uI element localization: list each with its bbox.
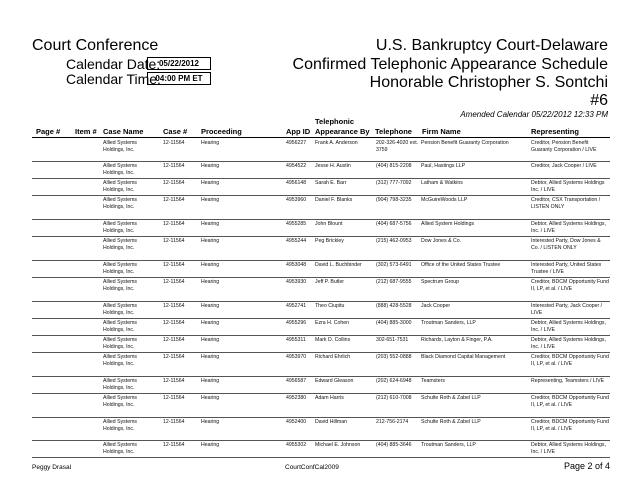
cell-firm-name: Teamsters — [421, 378, 445, 384]
cell-proceeding: Hearing — [201, 395, 220, 401]
cell-telephone: (212) 610-7008 — [376, 395, 412, 401]
col-telephonic: Telephonic — [315, 117, 355, 126]
row-divider — [32, 301, 610, 302]
cell-proceeding: Hearing — [201, 378, 220, 384]
page-number: Page 2 of 4 — [563, 461, 610, 471]
schedule-title: Confirmed Telephonic Appearance Schedule — [292, 56, 608, 73]
cell-app-id: 4952741 — [286, 303, 307, 309]
cell-telephone: (888) 428-5528 — [376, 303, 412, 309]
judge-title: Honorable Christopher S. Sontchi — [369, 74, 608, 91]
cell-firm-name: Richards, Layton & Finger, P.A. — [421, 337, 493, 343]
col-page: Page # — [36, 127, 61, 136]
cell-telephone: (212) 687-9555 — [376, 279, 412, 285]
cell-telephone: 302-651-7531 — [376, 337, 409, 343]
cell-telephone: (404) 885-3646 — [376, 442, 412, 448]
cell-proceeding: Hearing — [201, 279, 220, 285]
cell-case-number: 12-11564 — [163, 419, 185, 425]
cell-app-id: 4956148 — [286, 180, 307, 186]
cell-proceeding: Hearing — [201, 337, 220, 343]
cell-appearance-by: David Hillman — [315, 419, 347, 425]
col-case-name: Case Name — [103, 127, 144, 136]
cell-firm-name: Dow Jones & Co. — [421, 238, 462, 244]
cell-appearance-by: Adam Harris — [315, 395, 344, 401]
row-divider — [32, 335, 610, 336]
cell-app-id: 4955285 — [286, 221, 307, 227]
cell-case-number: 12-11564 — [163, 221, 185, 227]
cell-app-id: 4953930 — [286, 279, 307, 285]
cell-appearance-by: Michael E. Johnson — [315, 442, 361, 448]
cell-representing: Debtor, Allied Systems Holdings, Inc. / LIVE — [531, 337, 606, 350]
cell-firm-name: Paul, Hastings LLP — [421, 163, 466, 169]
cell-firm-name: Jack Cooper — [421, 303, 451, 309]
cell-case-number: 12-11564 — [163, 163, 185, 169]
row-divider — [32, 219, 610, 220]
cell-proceeding: Hearing — [201, 442, 220, 448]
cell-representing: Debtor, Allied Systems Holdings Inc. / LIVE — [531, 180, 605, 193]
cell-firm-name: Office of the United States Trustee — [421, 262, 501, 268]
cell-app-id: 4956587 — [286, 378, 307, 384]
cell-app-id: 4953960 — [286, 197, 307, 203]
cell-case-number: 12-11564 — [163, 337, 185, 343]
footer-left: Peggy Drasal — [32, 464, 72, 471]
cell-case-name: Allied Systems Holdings, Inc. — [103, 354, 138, 367]
cell-case-name: Allied Systems Holdings, Inc. — [103, 419, 138, 432]
cell-proceeding: Hearing — [201, 354, 220, 360]
row-divider — [32, 440, 610, 441]
cell-app-id: 4954522 — [286, 163, 307, 169]
cell-proceeding: Hearing — [201, 262, 220, 268]
cell-appearance-by: Daniel F. Blanks — [315, 197, 353, 203]
cell-case-name: Allied Systems Holdings, Inc. — [103, 303, 138, 316]
row-divider — [32, 277, 610, 278]
cell-proceeding: Hearing — [201, 140, 220, 146]
cell-proceeding: Hearing — [201, 320, 220, 326]
cell-app-id: 4955302 — [286, 442, 307, 448]
cell-appearance-by: Frank A. Anderson — [315, 140, 358, 146]
cell-case-name: Allied Systems Holdings, Inc. — [103, 395, 138, 408]
cell-firm-name: Black Diamond Capital Management — [421, 354, 506, 360]
cell-firm-name: Latham & Watkins — [421, 180, 463, 186]
calendar-time-value: 04:00 PM ET — [147, 72, 211, 85]
cell-case-number: 12-11564 — [163, 303, 185, 309]
cell-case-name: Allied Systems Holdings, Inc. — [103, 442, 138, 455]
cell-representing: Creditor, CSX Transportation / LISTEN ONLY — [531, 197, 601, 210]
row-divider — [32, 178, 610, 179]
cell-appearance-by: Ezra H. Cohen — [315, 320, 350, 326]
cell-appearance-by: John Blount — [315, 221, 343, 227]
cell-telephone: 202-326-4020 ext. 3759 — [376, 140, 419, 153]
cell-case-number: 12-11564 — [163, 354, 185, 360]
cell-firm-name: Schulte Roth & Zabel LLP — [421, 395, 481, 401]
cell-appearance-by: Jesse H. Austin — [315, 163, 351, 169]
row-divider — [32, 161, 610, 162]
cell-case-number: 12-11564 — [163, 238, 185, 244]
row-divider — [32, 195, 610, 196]
cell-telephone: (904) 798-3235 — [376, 197, 412, 203]
cell-representing: Creditor, BDCM Opportunity Fund II, LP, et al. / LIVE — [531, 395, 609, 408]
cell-representing: Interested Party, United States Trustee / LIVE — [531, 262, 602, 275]
row-divider — [32, 457, 610, 458]
cell-case-name: Allied Systems Holdings, Inc. — [103, 221, 138, 234]
cell-case-name: Allied Systems Holdings, Inc. — [103, 337, 138, 350]
cell-appearance-by: Richard Ehrlich — [315, 354, 351, 360]
cell-telephone: (404) 687-5756 — [376, 221, 412, 227]
calendar-date-label: Calendar Date: — [66, 56, 161, 72]
cell-appearance-by: Mark D. Collins — [315, 337, 351, 343]
cell-proceeding: Hearing — [201, 238, 220, 244]
cell-telephone: (202) 624-6948 — [376, 378, 412, 384]
cell-firm-name: Pension Benefit Guaranty Corporation — [421, 140, 509, 146]
cell-case-number: 12-11564 — [163, 262, 185, 268]
cell-proceeding: Hearing — [201, 163, 220, 169]
cell-app-id: 4953970 — [286, 354, 307, 360]
cell-firm-name: McGuireWoods LLP — [421, 197, 468, 203]
court-title: U.S. Bankruptcy Court-Delaware — [375, 37, 608, 54]
cell-firm-name: Spectrum Group — [421, 279, 460, 285]
cell-case-name: Allied Systems Holdings, Inc. — [103, 378, 138, 391]
row-divider — [32, 376, 610, 377]
cell-telephone: (203) 552-0888 — [376, 354, 412, 360]
row-divider — [32, 417, 610, 418]
row-divider — [32, 318, 610, 319]
cell-representing: Interested Party, Jack Cooper / LIVE — [531, 303, 603, 316]
cell-app-id: 4953048 — [286, 262, 307, 268]
cell-appearance-by: Edward Gleason — [315, 378, 354, 384]
cell-firm-name: Schulte Roth & Zabel LLP — [421, 419, 481, 425]
cell-app-id: 4955311 — [286, 337, 306, 343]
cell-telephone: (312) 777-7092 — [376, 180, 412, 186]
schedule-number: #6 — [590, 92, 608, 109]
cell-case-number: 12-11564 — [163, 140, 185, 146]
cell-case-number: 12-11564 — [163, 279, 185, 285]
cell-case-number: 12-11564 — [163, 442, 185, 448]
cell-telephone: 212-756-2174 — [376, 419, 409, 425]
cell-representing: Debtor, Allied Systems Holdings, Inc. / LIVE — [531, 221, 606, 234]
cell-appearance-by: Jeff P. Butler — [315, 279, 344, 285]
cell-app-id: 4955296 — [286, 320, 307, 326]
col-appearance-by: Appearance By — [315, 127, 370, 136]
col-app-id: App ID — [286, 127, 311, 136]
cell-case-name: Allied Systems Holdings, Inc. — [103, 279, 138, 292]
cell-firm-name: Allied System Holdings — [421, 221, 475, 227]
col-firm-name: Firm Name — [422, 127, 461, 136]
cell-case-number: 12-11564 — [163, 320, 185, 326]
cell-firm-name: Troutman Sanders, LLP — [421, 320, 476, 326]
cell-firm-name: Troutman Sanders, LLP — [421, 442, 476, 448]
cell-telephone: (404) 885-3000 — [376, 320, 412, 326]
col-telephone: Telephone — [375, 127, 412, 136]
cell-case-name: Allied Systems Holdings, Inc. — [103, 197, 138, 210]
cell-representing: Creditor, Jack Cooper / LIVE — [531, 163, 597, 169]
row-divider — [32, 352, 610, 353]
cell-case-name: Allied Systems Holdings, Inc. — [103, 140, 138, 153]
cell-proceeding: Hearing — [201, 303, 220, 309]
cell-case-number: 12-11564 — [163, 378, 185, 384]
cell-representing: Creditor, BDCM Opportunity Fund II, LP, et al. / LIVE — [531, 419, 609, 432]
cell-representing: Creditor, Pension Benefit Guaranty Corporation / LIVE — [531, 140, 597, 153]
col-representing: Representing — [531, 127, 579, 136]
cell-appearance-by: David L. Buchbinder — [315, 262, 362, 268]
cell-case-name: Allied Systems Holdings, Inc. — [103, 320, 138, 333]
cell-case-name: Allied Systems Holdings, Inc. — [103, 262, 138, 275]
row-divider — [32, 236, 610, 237]
col-item: Item # — [75, 127, 97, 136]
cell-representing: Debtor, Allied Systems Holdings, Inc. / LIVE — [531, 442, 606, 455]
cell-proceeding: Hearing — [201, 221, 220, 227]
cell-case-name: Allied Systems Holdings, Inc. — [103, 238, 138, 251]
cell-appearance-by: Sarah E. Barr — [315, 180, 347, 186]
cell-case-number: 12-11564 — [163, 180, 185, 186]
cell-case-name: Allied Systems Holdings, Inc. — [103, 163, 138, 176]
cell-appearance-by: Theo Ciupitu — [315, 303, 345, 309]
cell-representing: Debtor, Allied Systems Holdings, Inc. / LIVE — [531, 320, 606, 333]
cell-telephone: (404) 815-2208 — [376, 163, 412, 169]
calendar-date-value: 05/22/2012 — [147, 57, 211, 70]
col-proceeding: Proceeding — [201, 127, 242, 136]
amended-note: Amended Calendar 05/22/2012 12:33 PM — [460, 110, 608, 119]
row-divider — [32, 260, 610, 261]
calendar-time-label: Calendar Time: — [66, 71, 161, 87]
cell-app-id: 4956227 — [286, 140, 307, 146]
cell-proceeding: Hearing — [201, 180, 220, 186]
cell-representing: Creditor, BDCM Opportunity Fund II, LP, et al. / LIVE — [531, 279, 609, 292]
cell-app-id: 4952400 — [286, 419, 307, 425]
cell-appearance-by: Peg Brickley — [315, 238, 344, 244]
cell-representing: Interested Party, Dow Jones & Co. / LISTEN ONLY — [531, 238, 601, 251]
cell-representing: Representing, Teamsters / LIVE — [531, 378, 605, 384]
cell-app-id: 4955244 — [286, 238, 307, 244]
cell-case-number: 12-11564 — [163, 197, 185, 203]
col-case-number: Case # — [163, 127, 188, 136]
cell-telephone: (215) 462-0953 — [376, 238, 412, 244]
cell-proceeding: Hearing — [201, 419, 220, 425]
footer-center: CourtConfCal2009 — [285, 464, 339, 471]
cell-representing: Creditor, BDCM Opportunity Fund II, LP, et al. / LIVE — [531, 354, 609, 367]
cell-telephone: (302) 573-6491 — [376, 262, 412, 268]
cell-case-number: 12-11564 — [163, 395, 185, 401]
left-title: Court Conference — [32, 37, 159, 54]
cell-proceeding: Hearing — [201, 197, 220, 203]
cell-case-name: Allied Systems Holdings, Inc. — [103, 180, 138, 193]
row-divider — [32, 393, 610, 394]
header-rule — [32, 137, 610, 138]
cell-app-id: 4952380 — [286, 395, 307, 401]
